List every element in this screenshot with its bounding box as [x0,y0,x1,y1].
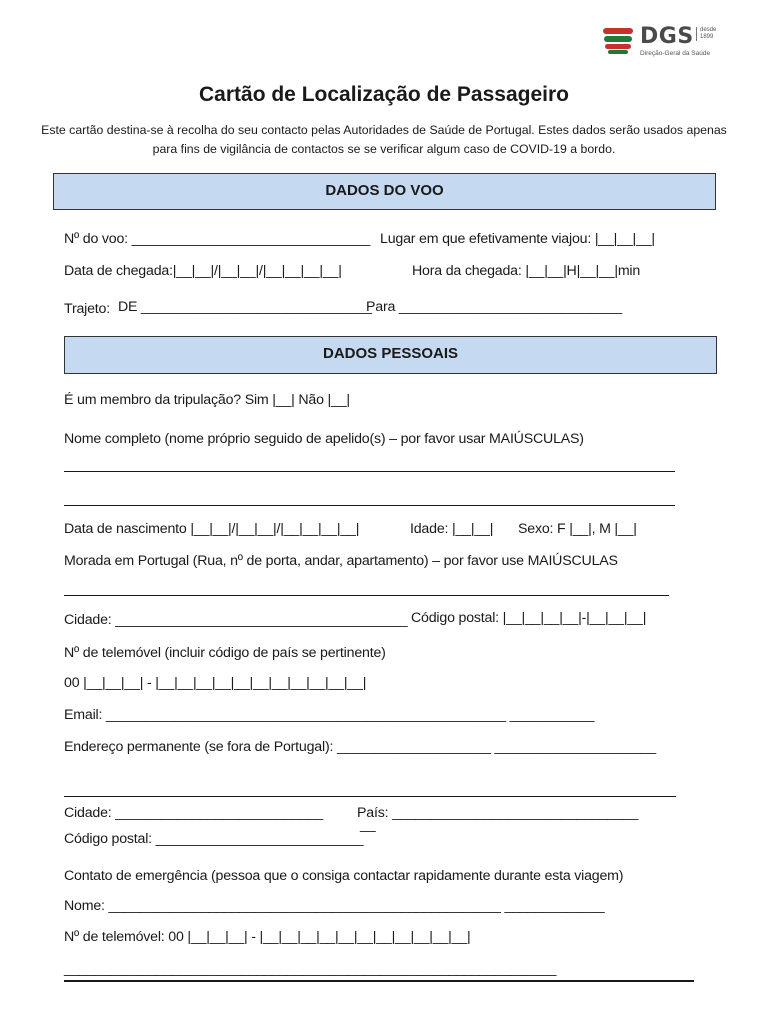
mobile-field[interactable]: 00 |__|__|__| - |__|__|__|__|__|__|__|__|__|__|__| [64,675,367,691]
birth-date-field[interactable]: Data de nascimento |__|__|/|__|__|/|__|__|__|__| [64,521,360,537]
section-header-personal [64,336,717,374]
bottom-rule [64,980,694,982]
full-name-line-2[interactable] [64,505,675,506]
section-header-flight [53,173,716,210]
dgs-logo [602,24,722,60]
flight-number-field[interactable]: Nº do voo: _______________________________ [64,231,371,247]
mobile-label: Nº de telemóvel (incluir código de país se pertinente) [64,645,386,661]
intro-text: Este cartão destina-se à recolha do seu contacto pelas Autoridades de Saúde de Portugal. Estes dados serão usados apenas para fins de vigilância de contactos se se verificar algum caso de COVID-19 a bordo. [41,123,727,156]
country-field[interactable]: País: ________________________________ [357,805,639,821]
section-title-flight: DADOS DO VOO [325,182,444,199]
arrival-date-field[interactable]: Data de chegada:|__|__|/|__|__|/|__|__|__|__| [64,263,342,279]
logo-subtitle: Direção-Geral da Saúde [640,50,711,57]
route-from-field[interactable]: DE ______________________________ [118,299,372,315]
permanent-address-line[interactable] [64,796,676,797]
permanent-city-field[interactable]: Cidade: ___________________________ [64,805,323,821]
full-name-line-1[interactable] [64,471,675,472]
page-title: Cartão de Localização de Passageiro [199,83,569,106]
address-line[interactable] [64,595,669,596]
permanent-postal-field[interactable]: Código postal: ___________________________ [64,831,364,847]
postal-code-field[interactable]: Código postal: |__|__|__|__|-|__|__|__| [411,610,647,626]
route-to-field[interactable]: Para _____________________________ [366,299,622,315]
emergency-name-field[interactable]: Nome: ___________________________________________________ _____________ [64,898,605,914]
emergency-mobile-field[interactable]: Nº de telemóvel: 00 |__|__|__| - |__|__|__|__|__|__|__|__|__|__|__| [64,929,471,945]
country-extra-dash: __ [360,817,376,833]
city-field[interactable]: Cidade: ______________________________________ [64,612,408,628]
address-label: Morada em Portugal (Rua, nº de porta, andar, apartamento) – por favor use MAIÚSCULAS [64,553,618,569]
sex-field[interactable]: Sexo: F |__|, M |__| [518,521,637,537]
route-label: Trajeto: [64,301,110,317]
emergency-contact-label: Contato de emergência (pessoa que o consiga contactar rapidamente durante esta viagem) [64,868,624,884]
dgs-emblem-icon [602,26,634,56]
arrival-time-field[interactable]: Hora da chegada: |__|__|H|__|__|min [412,263,641,279]
section-title-personal: DADOS PESSOAIS [322,345,459,362]
full-name-label: Nome completo (nome próprio seguido de apelido(s) – por favor usar MAIÚSCULAS) [64,431,584,447]
bottom-dash-line[interactable]: ________________________________________________________________ [64,961,557,977]
seat-field[interactable]: Lugar em que efetivamente viajou: |__|__|__| [380,231,655,247]
logo-since: desde 1899 [696,27,716,41]
email-field[interactable]: Email: ____________________________________________________ ___________ [64,707,595,723]
permanent-address-field[interactable]: Endereço permanente (se fora de Portugal): ____________________ _____________________ [64,739,656,755]
logo-brand: DGS [640,24,694,49]
crew-member-field[interactable]: É um membro da tripulação? Sim |__| Não |__| [64,392,350,408]
age-field[interactable]: Idade: |__|__| [410,521,494,537]
